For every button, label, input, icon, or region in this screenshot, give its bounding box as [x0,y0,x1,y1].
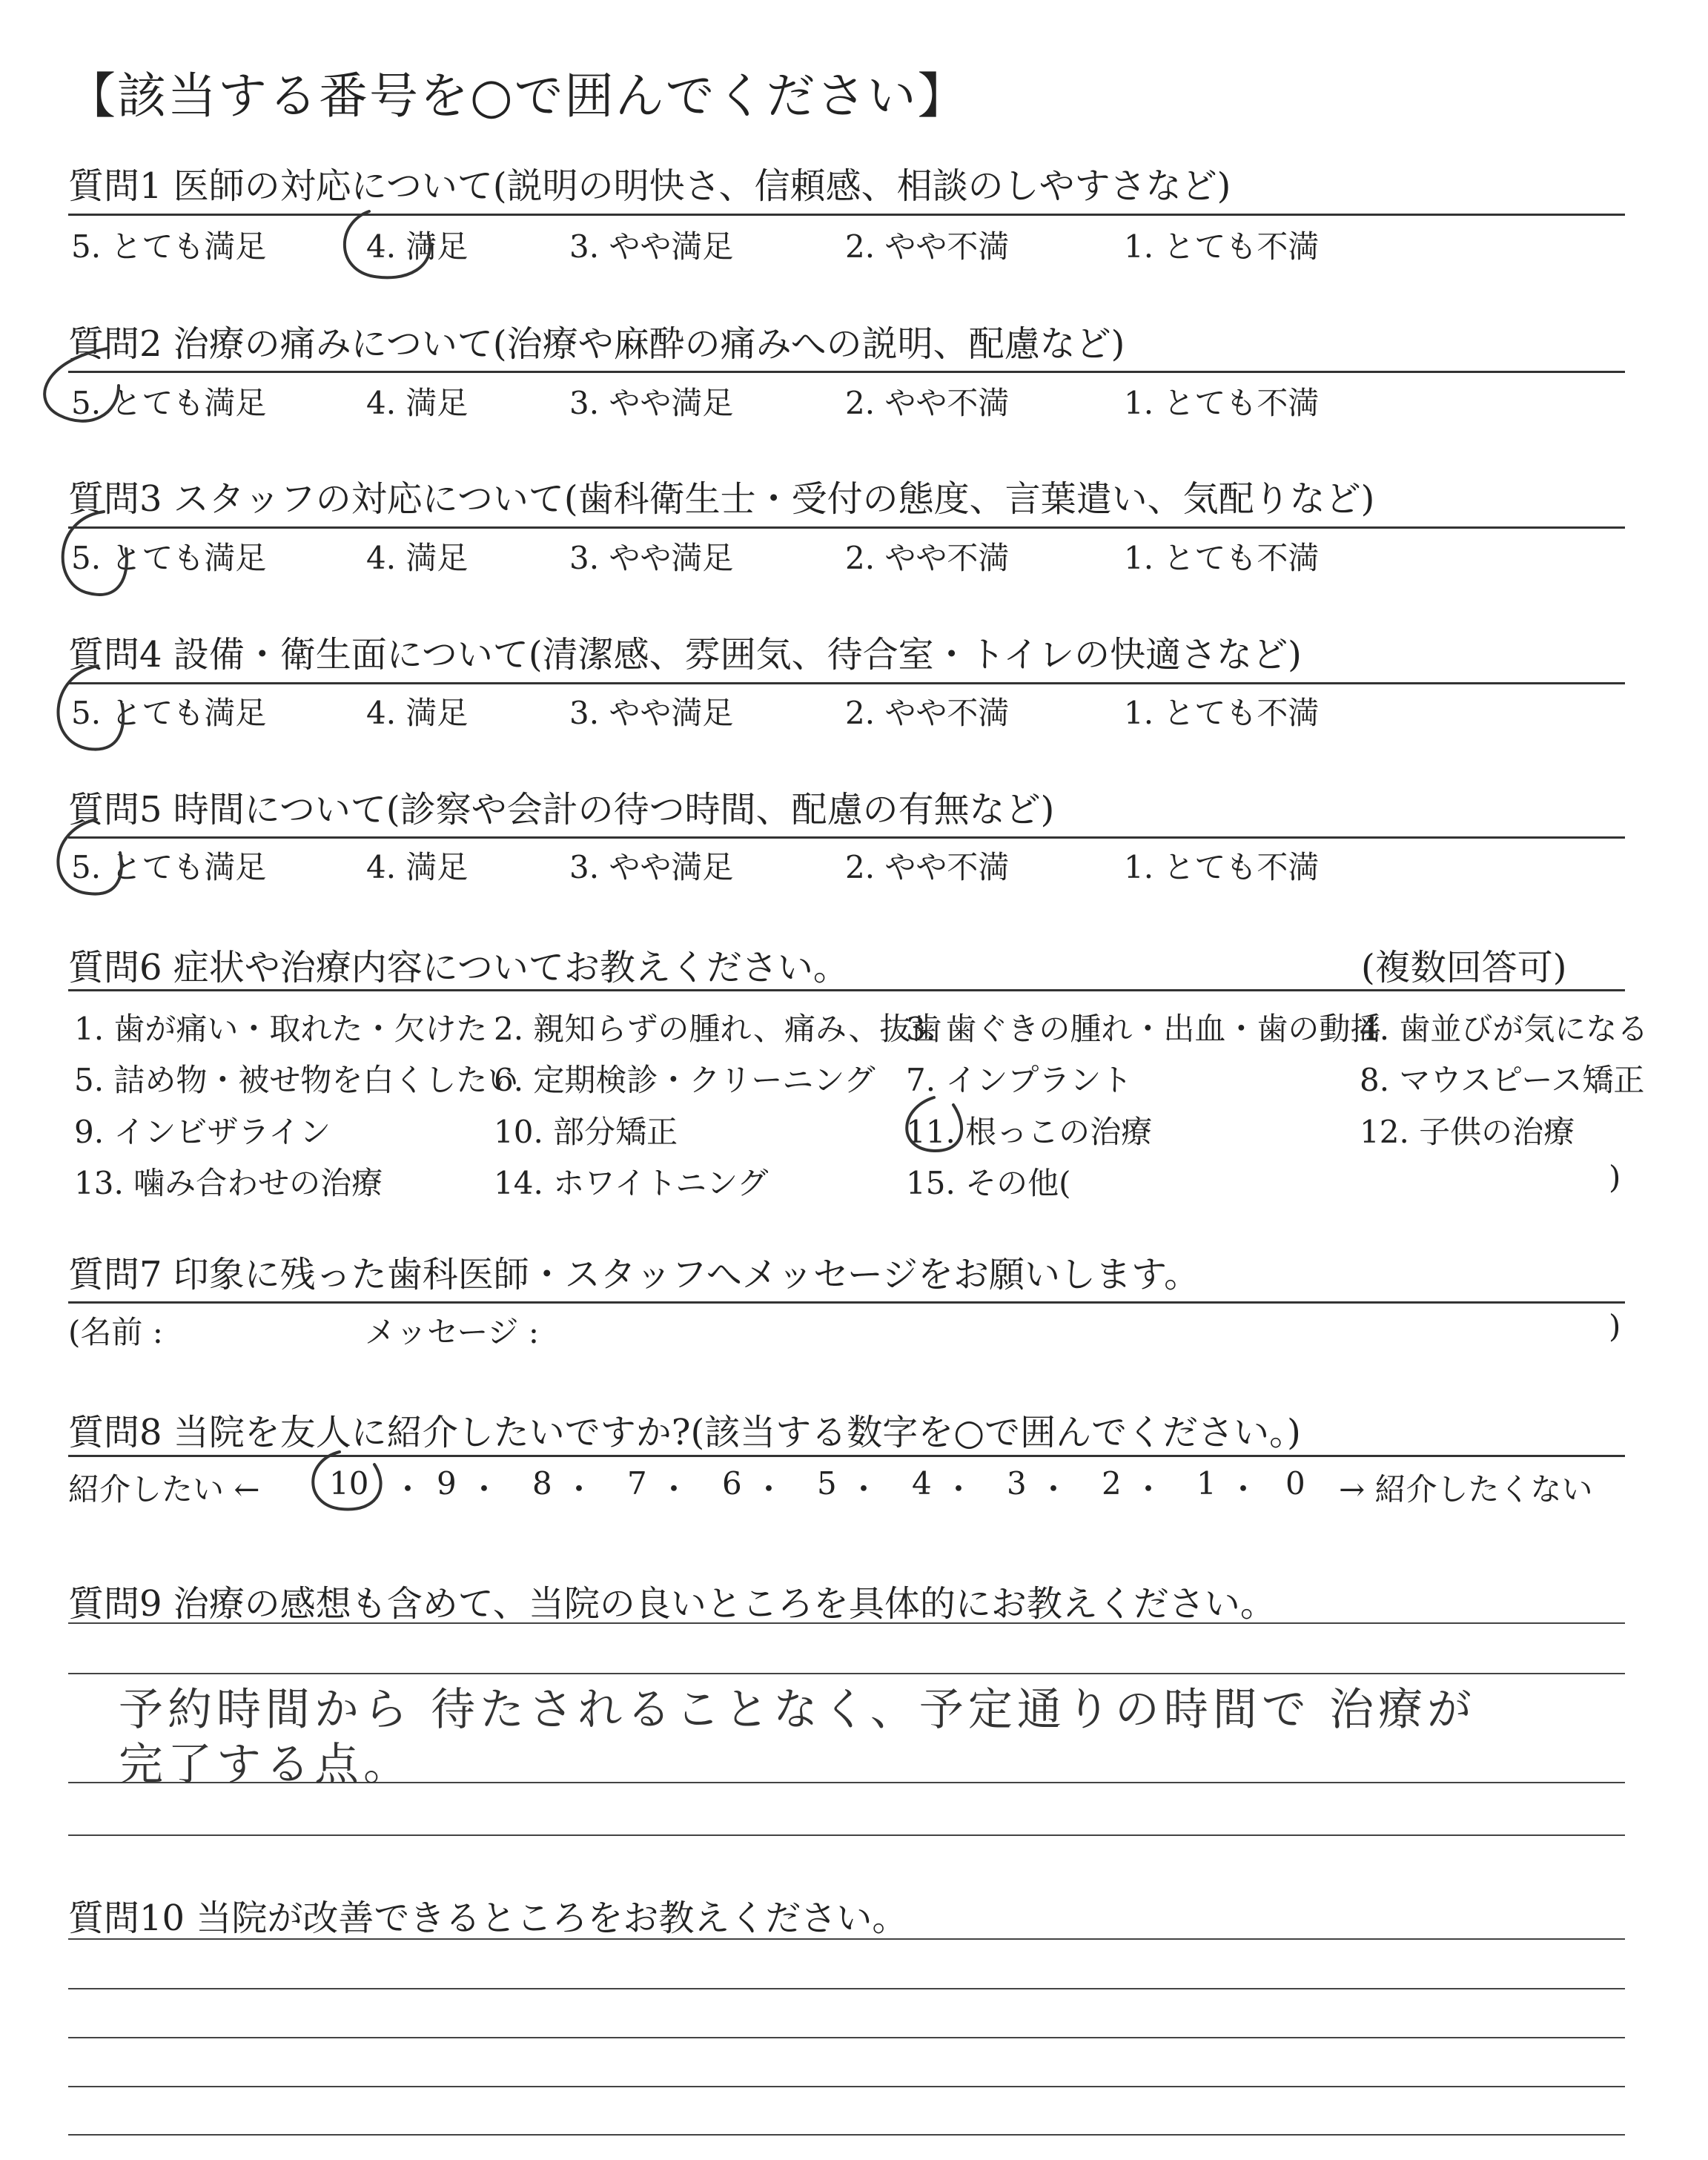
answer-line [68,1622,1625,1624]
divider [68,1455,1625,1457]
divider [68,371,1625,373]
message-close-paren: ) [1609,1308,1621,1344]
divider [68,1301,1625,1304]
question-label: 質問3 スタッフの対応について(歯科衛生士・受付の態度、言葉遣い、気配りなど) [68,478,1375,520]
name-label: (名前 : [68,1314,163,1350]
symptom-option[interactable]: 5. 詰め物・被せ物を白くしたい [74,1062,519,1098]
option-1[interactable]: 1. とても不満 [1124,540,1320,576]
scale-dot: ・ [848,1471,880,1507]
divider [68,836,1625,839]
scale-dot: ・ [392,1471,424,1507]
answer-line [68,1938,1625,1940]
scale-dot: ・ [943,1471,975,1507]
option-5[interactable]: 5. とても満足 [71,695,267,731]
divider [68,989,1625,991]
answer-line [68,2037,1625,2038]
option-3[interactable]: 3. やや満足 [569,228,734,265]
scale-value[interactable]: 7 [627,1465,647,1502]
answer-line [68,2134,1625,2136]
question-label: 質問6 症状や治療内容についてお教えください。 [68,947,849,988]
scale-dot: ・ [753,1471,785,1507]
question-label: 質問9 治療の感想も含めて、当院の良いところを具体的にお教えください。 [68,1583,1276,1625]
scale-value[interactable]: 3 [1007,1465,1027,1502]
divider [68,526,1625,529]
option-2[interactable]: 2. やや不満 [845,695,1010,731]
option-4[interactable]: 4. 満足 [366,385,469,421]
answer-line [68,1834,1625,1836]
question-label: 質問2 治療の痛みについて(治療や麻酔の痛みへの説明、配慮など) [68,323,1125,365]
symptom-option[interactable]: 9. インビザライン [74,1114,331,1150]
scale-dot: ・ [563,1471,595,1507]
option-4[interactable]: 4. 満足 [366,849,469,885]
symptom-option-other[interactable]: 15. その他( [906,1165,1071,1201]
answer-line [68,1988,1625,1989]
other-close-paren: ) [1609,1159,1621,1195]
message-label: メッセージ : [365,1314,539,1350]
divider [68,214,1625,216]
option-1[interactable]: 1. とても不満 [1124,849,1320,885]
question-label: 質問4 設備・衛生面について(清潔感、雰囲気、待合室・トイレの快適さなど) [68,634,1302,676]
scale-value[interactable]: 9 [437,1465,457,1502]
option-1[interactable]: 1. とても不満 [1124,228,1320,265]
option-3[interactable]: 3. やや満足 [569,849,734,885]
not-recommend-label: → 紹介したくない [1339,1471,1593,1507]
option-5[interactable]: 5. とても満足 [71,385,267,421]
option-1[interactable]: 1. とても不満 [1124,695,1320,731]
option-1[interactable]: 1. とても不満 [1124,385,1320,421]
scale-dot: ・ [1228,1471,1260,1507]
recommend-label: 紹介したい ← [68,1471,260,1507]
symptom-option[interactable]: 3. 歯ぐきの腫れ・出血・歯の動揺 [906,1011,1382,1047]
option-5[interactable]: 5. とても満足 [71,849,267,885]
symptom-option[interactable]: 14. ホワイトニング [494,1165,769,1201]
scale-value[interactable]: 6 [722,1465,742,1502]
question-label: 質問1 医師の対応について(説明の明快さ、信頼感、相談のしやすさなど) [68,165,1231,207]
symptom-option[interactable]: 6. 定期検診・クリーニング [494,1062,875,1098]
scale-value[interactable]: 4 [912,1465,932,1502]
option-4[interactable]: 4. 満足 [366,228,469,265]
symptom-option[interactable]: 8. マウスピース矯正 [1360,1062,1645,1098]
option-2[interactable]: 2. やや不満 [845,228,1010,265]
option-2[interactable]: 2. やや不満 [845,849,1010,885]
question-label: 質問10 当院が改善できるところをお教えください。 [68,1898,908,1939]
scale-value[interactable]: 0 [1285,1465,1305,1502]
option-3[interactable]: 3. やや満足 [569,385,734,421]
option-5[interactable]: 5. とても満足 [71,228,267,265]
divider [68,682,1625,684]
multiple-answer-note: (複数回答可) [1361,947,1567,988]
symptom-option[interactable]: 7. インプラント [906,1062,1133,1098]
symptom-option[interactable]: 12. 子供の治療 [1360,1114,1575,1150]
option-4[interactable]: 4. 満足 [366,540,469,576]
form-title: 【該当する番号を○で囲んでください】 [67,67,968,125]
option-3[interactable]: 3. やや満足 [569,695,734,731]
question-label: 質問5 時間について(診察や会計の待つ時間、配慮の有無など) [68,789,1055,830]
symptom-option[interactable]: 10. 部分矯正 [494,1114,678,1150]
symptom-option[interactable]: 2. 親知らずの腫れ、痛み、抜歯 [494,1011,942,1047]
option-4[interactable]: 4. 満足 [366,695,469,731]
option-5[interactable]: 5. とても満足 [71,540,267,576]
scale-value[interactable]: 2 [1102,1465,1122,1502]
symptom-option[interactable]: 13. 噛み合わせの治療 [74,1165,383,1201]
scale-value[interactable]: 1 [1196,1465,1217,1502]
scale-value[interactable]: 8 [532,1465,552,1502]
option-2[interactable]: 2. やや不満 [845,385,1010,421]
question-label: 質問7 印象に残った歯科医師・スタッフへメッセージをお願いします。 [68,1254,1200,1295]
scale-dot: ・ [469,1471,500,1507]
symptom-option[interactable]: 4. 歯並びが気になる [1360,1011,1649,1047]
option-3[interactable]: 3. やや満足 [569,540,734,576]
scale-value[interactable]: 10 [329,1465,369,1502]
symptom-option[interactable]: 11. 根っこの治療 [906,1114,1153,1150]
scale-dot: ・ [658,1471,690,1507]
answer-line [68,2086,1625,2087]
scale-dot: ・ [1038,1471,1070,1507]
symptom-option[interactable]: 1. 歯が痛い・取れた・欠けた [74,1011,488,1047]
scale-dot: ・ [1133,1471,1165,1507]
scale-value[interactable]: 5 [817,1465,837,1502]
option-2[interactable]: 2. やや不満 [845,540,1010,576]
handwritten-answer-line: 完了する点。 [119,1739,412,1791]
question-label: 質問8 当院を友人に紹介したいですか?(該当する数字を○で囲んでください。) [68,1412,1301,1453]
handwritten-answer-line: 予約時間から 待たされることなく、予定通りの時間で 治療が [119,1684,1476,1736]
